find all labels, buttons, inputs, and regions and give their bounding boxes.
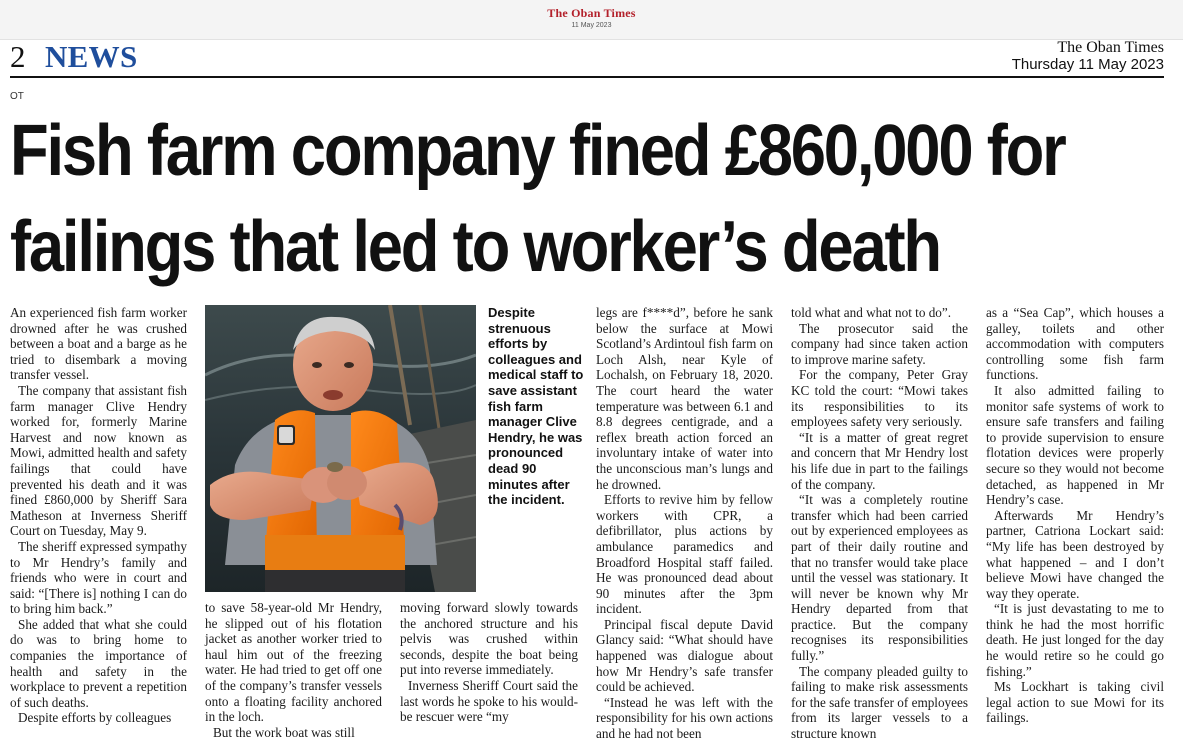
article-photo: [205, 305, 476, 592]
paragraph: The company that assistant fish farm manager Clive Hendry worked for, formerly Marine Harvest and now known as Mowi, admitted health and safety failings that could have prevented his death and it was fined £860,000 by Sheriff Sara Matheson at Inverness Sheriff Court on Tuesday, May 9.: [10, 382, 187, 539]
section-title: NEWS: [45, 39, 138, 74]
paragraph: It also admitted failing to monitor safe systems of work to ensure safe transfers and failing to provide supervision to ensure flotation devices were properly secure so they would not become detached, as happened in Mr Hendry’s case.: [986, 382, 1164, 508]
paragraph: Afterwards Mr Hendry’s partner, Catriona Lockart said: “My life has been destroyed by what happened – and I don’t believe Mowi have changed the way they operate.: [986, 507, 1164, 601]
paper-name: The Oban Times: [1057, 39, 1164, 56]
photo-caption: Despite strenuous efforts by colleagues and medical staff to save assistant fish farm manager Clive Hendry, he was pronounced dead 90 minutes after the incident.: [488, 305, 584, 508]
paper-date: Thursday 11 May 2023: [1011, 56, 1164, 73]
headline-line-2: failings that led to worker’s death: [10, 207, 940, 287]
paragraph: The prosecutor said the company had since taken action to improve marine safety.: [791, 320, 968, 367]
paragraph: She added that what she could do was to bring home to companies the importance of health and safety in the workplace to prevent a repetition of such deaths.: [10, 616, 187, 710]
paragraph: “It is a matter of great regret and concern that Mr Hendry lost his life due in part to the failings of the company.: [791, 429, 968, 492]
article-column-6: [986, 305, 1164, 726]
paragraph: But the work boat was still: [213, 724, 355, 740]
paragraph: “It was a completely routine transfer which had been carried out by experienced employees as part of their daily routine and that no transfer would take place until the vessel was stationary. It will never be known why Mr Hendry departed from that practice. But the company recognises its responsibilities fully.”: [791, 492, 968, 664]
paragraph: Principal fiscal depute David Glancy said: “What should have happened was dialogue about how Mr Hendry’s safe transfer could be achieved.: [596, 616, 773, 695]
paragraph: to save 58-year-old Mr Hendry, he slipped out of his flotation jacket as another worker tried to haul him out of the freezing water. He had tried to get off one of the company’s transfer vessels onto a floating facility anchored in the loch.: [205, 600, 382, 725]
paragraph: Efforts to revive him by fellow workers with CPR, a defibrillator, plus actions by ambulance paramedics and Broadford Hospital staff failed. He was pronounced dead about 90 minutes after the 3pm incident.: [596, 492, 773, 617]
paragraph: “It is just devastating to me to think he had the most horrific death. He just longed for the day he would retire so he could go fishing.”: [986, 601, 1164, 679]
paragraph: The company pleaded guilty to failing to make risk assessments for the safe transfer of employees from its larger vessels to a structure known: [791, 663, 968, 742]
article-column-4: [596, 305, 773, 742]
paragraph: For the company, Peter Gray KC told the court: “Mowi takes its responsibilities to its employees safety very seriously.: [791, 367, 968, 430]
paragraph: “Instead he was left with the responsibility for his own actions and he had not been: [596, 694, 773, 742]
kicker: OT: [10, 91, 24, 102]
headline: [10, 103, 1065, 295]
clive-hendry-photo: [205, 305, 476, 592]
paragraph: Inverness Sheriff Court said the last words he spoke to his would-be rescuer were “my: [400, 677, 578, 725]
header-rule: [10, 76, 1164, 78]
paragraph: An experienced fish farm worker drowned after he was crushed between a boat and a barge as he tried to disembark a moving transfer vessel.: [10, 305, 187, 383]
article-column-1: [10, 305, 187, 726]
headline-line-1: Fish farm company fined £860,000 for: [10, 111, 1065, 191]
paragraph: The sheriff expressed sympathy to Mr Hendry’s family and friends who were in court and said: “[There is] nothing I can do to bring him back.”: [10, 538, 187, 617]
paragraph: Despite efforts by colleagues: [18, 710, 172, 726]
paragraph: moving forward slowly towards the anchored structure and his pelvis was crushed within seconds, despite the boat being put into reverse immediately.: [400, 600, 578, 678]
masthead-logo[interactable]: The Oban Times: [547, 6, 636, 20]
issue-date: 11 May 2023: [571, 22, 612, 29]
paragraph: as a “Sea Cap”, which houses a galley, toilets and other accommodation with computers controlling some fish farm functions.: [986, 305, 1164, 383]
page-number: 2: [10, 39, 26, 74]
article-column-5: [791, 305, 968, 742]
article-column-2: [205, 600, 382, 740]
viewer-toolbar: [0, 0, 1183, 40]
paragraph: Ms Lockhart is taking civil legal action to sue Mowi for its failings.: [986, 679, 1164, 726]
article-column-3: [400, 600, 578, 725]
paragraph: told what and what not to do”.: [791, 305, 952, 320]
paragraph: legs are f****d”, before he sank below the surface at Mowi Scotland’s Ardintoul fish farm on Loch Alsh, near Kyle of Lochalsh, on February 18, 2020. The court heard the water temperature was between 6.1 and 8.8 degrees centigrade, and a reflex breath action forced an involuntary intake of water into the unconscious man’s lungs and he drowned.: [596, 305, 773, 492]
